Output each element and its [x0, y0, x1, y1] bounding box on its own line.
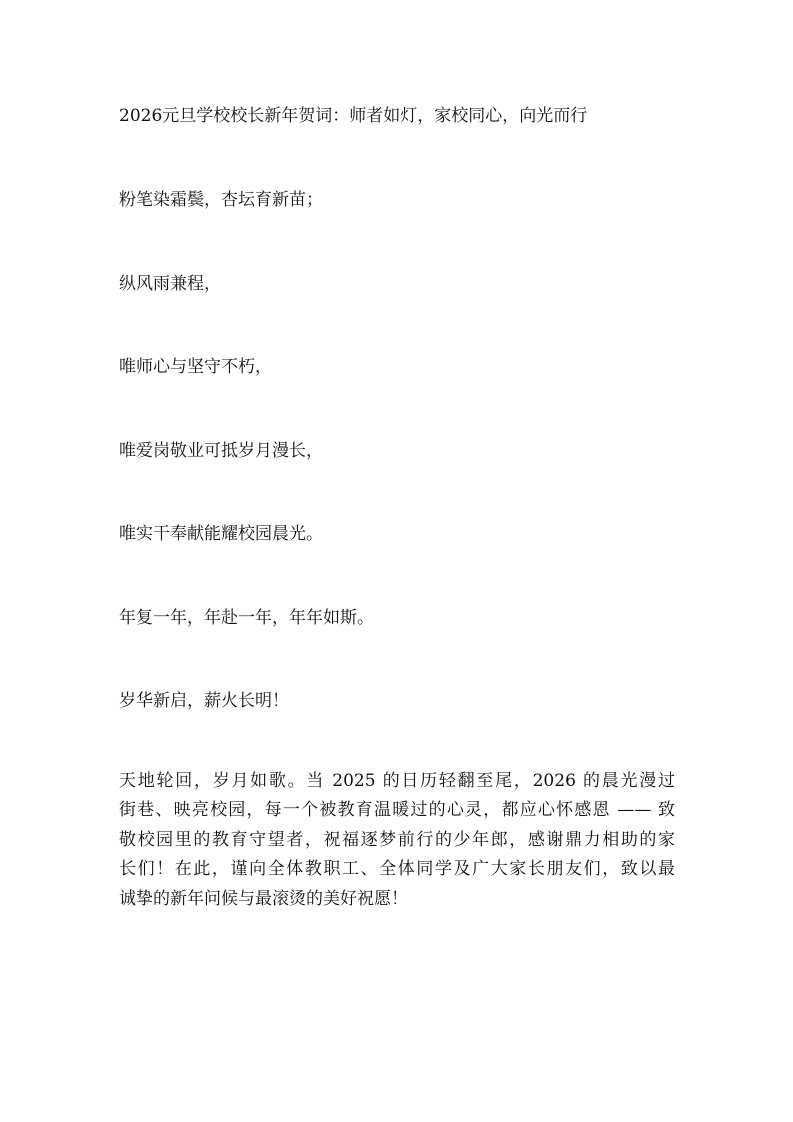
- verse-line-2: 纵风雨兼程，: [119, 274, 221, 294]
- paragraph-line-3: 敬校园里的教育守望者，祝福逐梦前行的少年郎，感谢鼎力相助的家: [119, 829, 675, 850]
- paragraph-line-2: 街巷、映亮校园，每一个被教育温暖过的心灵，都应心怀感恩 —— 致: [119, 800, 675, 821]
- verse-line-4: 唯爱岗敬业可抵岁月漫长，: [119, 441, 323, 461]
- document-title: 2026元旦学校校长新年贺词：师者如灯，家校同心，向光而行: [119, 106, 588, 126]
- verse-line-3: 唯师心与坚守不朽，: [119, 357, 272, 377]
- verse-line-1: 粉笔染霜鬓，杏坛育新苗；: [119, 190, 323, 210]
- verse-line-5: 唯实干奉献能耀校园晨光。: [119, 524, 323, 544]
- paragraph-line-5: 诚挚的新年问候与最滚烫的美好祝愿！: [119, 888, 408, 909]
- paragraph-line-4: 长们！在此，谨向全体教职工、全体同学及广大家长朋友们，致以最: [119, 859, 675, 880]
- verse-line-7: 岁华新启，薪火长明！: [119, 691, 289, 711]
- paragraph-line-1: 天地轮回，岁月如歌。当 2025 的日历轻翻至尾，2026 的晨光漫过: [119, 771, 675, 791]
- verse-line-6: 年复一年，年赴一年，年年如斯。: [119, 608, 374, 628]
- greeting-paragraph: [119, 767, 675, 914]
